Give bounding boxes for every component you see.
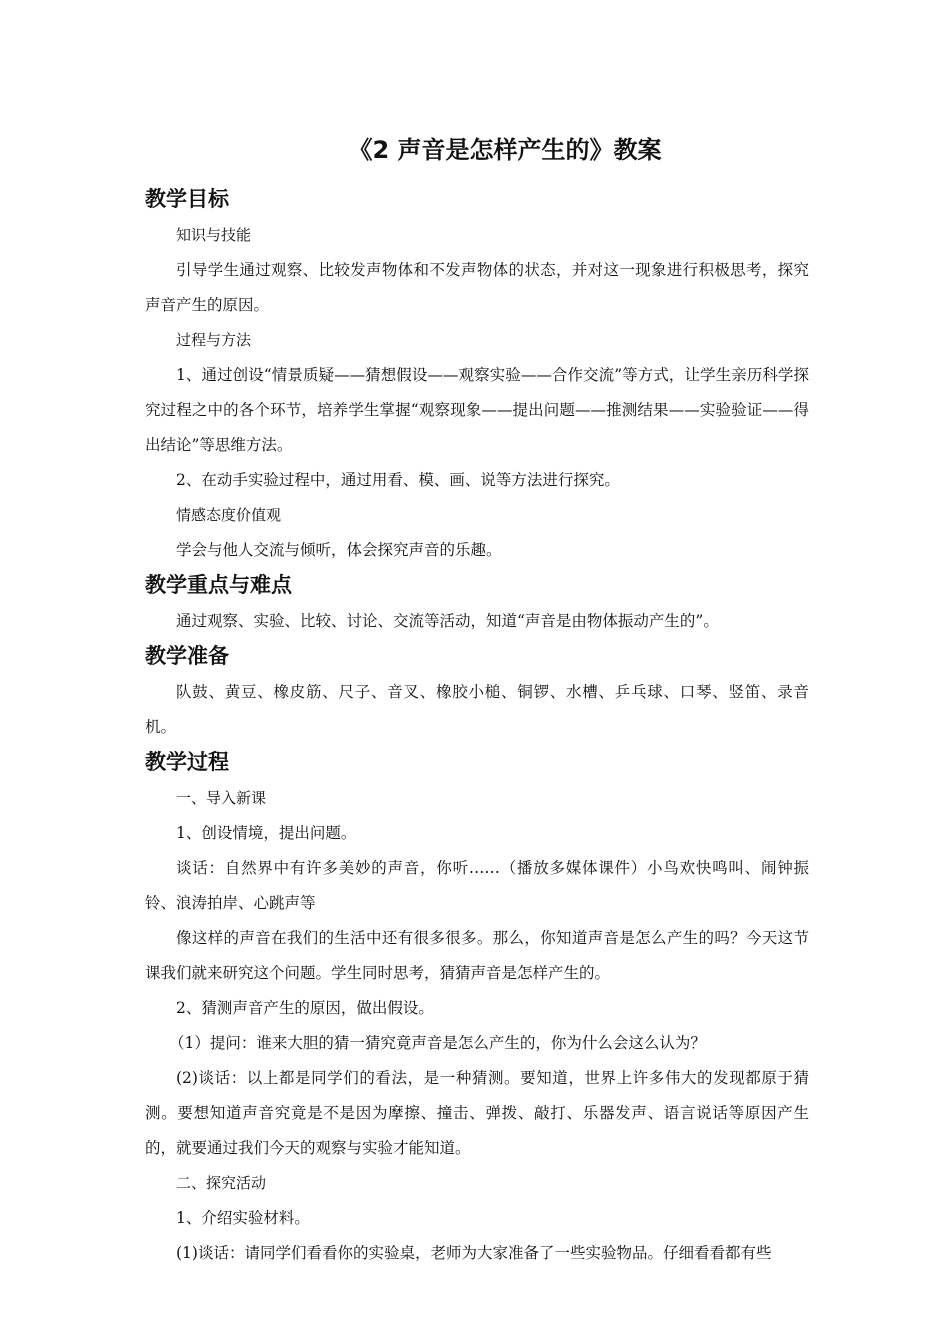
text-step-3: 1、介绍实验材料。 (176, 1209, 310, 1227)
heading-key-points: 教学重点与难点 (145, 573, 292, 597)
text-emotion: 学会与他人交流与倾听，体会探究声音的乐趣。 (176, 541, 502, 559)
label-knowledge: 知识与技能 (176, 226, 252, 244)
heading-process: 教学过程 (145, 750, 229, 774)
text-step-1: 1、创设情境，提出问题。 (176, 824, 357, 842)
text-step-2: 2、猜测声音产生的原因，做出假设。 (176, 999, 434, 1017)
text-process-item-1: 1、通过创设“情景质疑——猜想假设——观察实验——合作交流”等方式，让学生亲历科学探究过程之中的各个环节，培养学生掌握“观察现象——提出问题——推测结果——实验验证——得出结论”等思维方法。 (145, 366, 809, 454)
text-process-item-2: 2、在动手实验过程中，通过用看、模、画、说等方法进行探究。 (176, 471, 620, 489)
text-knowledge: 引导学生通过观察、比较发声物体和不发声物体的状态，并对这一现象进行积极思考，探究声音产生的原因。 (145, 261, 809, 314)
heading-preparation: 教学准备 (145, 644, 229, 668)
label-part-2: 二、探究活动 (176, 1174, 267, 1192)
text-question-2: (2)谈话：以上都是同学们的看法，是一种猜测。要知道，世界上许多伟大的发现都原于猜测。要想知道声音究竟是不是因为摩擦、撞击、弹拨、敲打、乐器发声、语言说话等原因产生的，就要通过我们今天的观察与实验才能知道。 (145, 1069, 809, 1157)
label-emotion: 情感态度价值观 (176, 506, 282, 524)
text-key-points: 通过观察、实验、比较、讨论、交流等活动，知道“声音是由物体振动产生的”。 (176, 612, 719, 630)
text-preparation: 队鼓、黄豆、橡皮筋、尺子、音叉、橡胶小槌、铜锣、水槽、乒乓球、口琴、竖笛、录音机。 (145, 683, 809, 736)
text-question-3: (1)谈话：请同学们看看你的实验桌，老师为大家准备了一些实验物品。仔细看看都有些 (176, 1244, 772, 1262)
text-question-1: （1）提问：谁来大胆的猜一猜究竟声音是怎么产生的，你为什么会这么认为？ (169, 1034, 706, 1052)
heading-objectives: 教学目标 (145, 187, 229, 211)
text-talk-2: 像这样的声音在我们的生活中还有很多很多。那么，你知道声音是怎么产生的吗？今天这节课我们就来研究这个问题。学生同时思考，猜猜声音是怎样产生的。 (145, 929, 809, 982)
text-talk-1: 谈话：自然界中有许多美妙的声音，你听……（播放多媒体课件）小鸟欢快鸣叫、闹钟振铃、浪涛拍岸、心跳声等 (145, 859, 809, 912)
document-body (145, 182, 809, 1271)
document-title: 《2 声音是怎样产生的》教案 (348, 136, 662, 164)
label-process-method: 过程与方法 (176, 331, 252, 349)
label-part-1: 一、导入新课 (176, 789, 267, 807)
